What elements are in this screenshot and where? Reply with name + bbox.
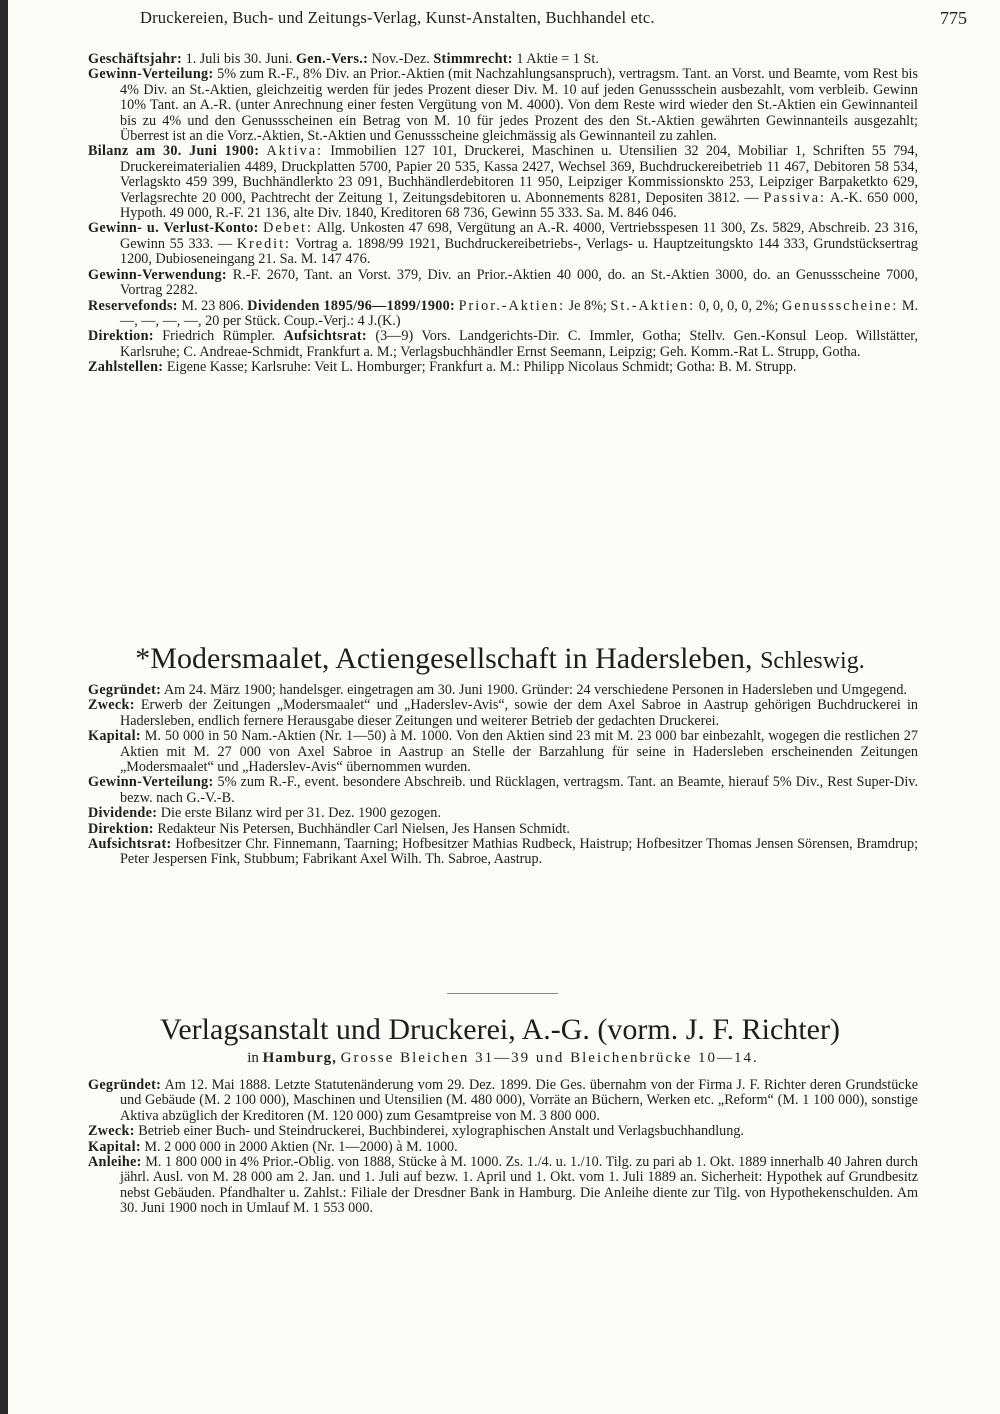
- company-address: in Hamburg, Grosse Bleichen 31—39 und Bleichenbrücke 10—14.: [247, 1050, 759, 1066]
- paragraph-aufsichtsrat: Aufsichtsrat: Hofbesitzer Chr. Finnemann, Taarning; Hofbesitzer Mathias Rudbeck, Haistrup; Hofbesitzer Thomas Jensen Sörensen, Bramdrup; Peter Jespersen Fink, Stubbum; Fabrikant Axel Wilh. Th. Sabroe, Aastrup.: [88, 836, 919, 868]
- paragraph-direktion-aufsichtsrat: Direktion: Friedrich Rümpler. Aufsichtsrat: (3—9) Vors. Landgerichts-Dir. C. Immler, Gotha; Stellv. Gen.-Konsul Leop. Willstätter, Karlsruhe; C. Andreae-Schmidt, Frankfurt a. M.; Verlagsbuchhändler Ernst Seemann, Leipzig; Geh. Komm.-Rat L. Strupp, Gotha.: [88, 328, 919, 360]
- paragraph-gewinn-verteilung: Gewinn-Verteilung: 5% zum R.-F., 8% Div. an Prior.-Aktien (mit Nachzahlungsanspruch), vertragsm. Tant. an Vorst. und Beamte, vom Rest bis 4% Div. an St.-Aktien, gleichzeitig werden für jedes Prozent dieser Div. M. 10 auf jeden Genussschein ausbezahlt, vom verbleib. Gewinn 10% Tant. an A.-R. (unter Anrechnung einer festen Vergütung von M. 4000). Von dem Reste wird wieder den St.-Aktien ein Gewinnanteil bis zu 4% und den Genussscheinen ein Betrag von M. 10 für jedes Prozent des den St.-Aktien gewährten Gewinnanteils ausgezahlt; Überrest ist an die Vorz.-Aktien, St.-Aktien und Genussscheine gleichmässig als Gewinnanteil zu zahlen.: [88, 66, 919, 145]
- section-modersmaalet: [88, 683, 918, 868]
- paragraph-kapital: Kapital: M. 2 000 000 in 2000 Aktien (Nr. 1—2000) à M. 1000.: [88, 1138, 458, 1155]
- section-verlagsanstalt: [88, 1078, 918, 1217]
- paragraph-geschaeftsjahr: Geschäftsjahr: 1. Juli bis 30. Juni. Gen.-Vers.: Nov.-Dez. Stimmrecht: 1 Aktie = 1 St.: [88, 51, 599, 67]
- paragraph-zahlstellen: Zahlstellen: Eigene Kasse; Karlsruhe: Veit L. Homburger; Frankfurt a. M.: Philipp Nicolaus Schmidt; Gotha: B. M. Strupp.: [88, 359, 797, 376]
- paragraph-gegruendet: Gegründet: Am 12. Mai 1888. Letzte Statutenänderung vom 29. Dez. 1899. Die Ges. übernahm von der Firma J. F. Richter deren Grundstücke und Gebäude (M. 2 100 000), Maschinen und Utensilien (M. 480 000), Vorräte an Büchern, Werken etc. „Reform“ (M. 1 100 000), sonstige Aktiva abzüglich der Kreditoren (M. 120 000) zum Gesamtpreise von M. 3 800 000.: [88, 1077, 918, 1124]
- section-continued-entry: [88, 52, 918, 376]
- paragraph-kapital: Kapital: M. 50 000 in 50 Nam.-Aktien (Nr. 1—50) à M. 1000. Von den Aktien sind 23 mit M. 23 000 bar einbezahlt, wogegen die restlichen 27 Aktien mit M. 27 000 von Axel Sabroe in Aastrup an Stelle der Barzahlung für seine in Hadersleben erscheinenden Zeitungen „Modersmaalet“ und „Haderslev-Avis“ übernommen wurden.: [88, 728, 918, 776]
- running-head: Druckereien, Buch- und Zeitungs-Verlag, Kunst-Anstalten, Buchhandel etc.: [140, 8, 655, 27]
- section-divider: [447, 993, 558, 994]
- page-binding-edge: [0, 0, 8, 1414]
- paragraph-gewinn-verteilung: Gewinn-Verteilung: 5% zum R.-F., event. besondere Abschreib. und Rücklagen, vertragsm. Tant. an Beamte, hierauf 5% Div., Rest Super-Div. bezw. nach G.-V.-B.: [88, 774, 919, 806]
- paragraph-gewinn-verwendung: Gewinn-Verwendung: R.-F. 2670, Tant. an Vorst. 379, Div. an Prior.-Aktien 40 000, do. an St.-Aktien 3000, do. an Genussscheine 7000, Vortrag 2282.: [88, 266, 918, 299]
- company-title-modersmaalet: *Modersmaalet, Actiengesellschaft in Hadersleben, Schleswig.: [135, 642, 865, 675]
- paragraph-gegruendet: Gegründet: Am 24. März 1900; handelsger. eingetragen am 30. Juni 1900. Gründer: 24 verschiedene Personen in Hadersleben und Umgegend.: [88, 682, 907, 698]
- paragraph-direktion: Direktion: Redakteur Nis Petersen, Buchhändler Carl Nielsen, Jes Hansen Schmidt.: [88, 820, 570, 837]
- paragraph-dividende: Dividende: Die erste Bilanz wird per 31. Dez. 1900 gezogen.: [88, 805, 441, 822]
- company-title-verlagsanstalt: Verlagsanstalt und Druckerei, A.-G. (vorm. J. F. Richter): [160, 1013, 840, 1046]
- paragraph-bilanz: Bilanz am 30. Juni 1900: Aktiva: Immobilien 127 101, Druckerei, Maschinen u. Utensilien 32 204, Mobiliar 1, Schriften 55 794, Druckereimaterialien 4489, Druckplatten 5700, Papier 20 535, Kassa 2427, Wechsel 369, Buchdruckereibetrieb 11 467, Debitoren 58 534, Verlagskto 459 399, Buchhändlerkto 23 091, Buchhändlerdebitoren 11 950, Leipziger Kommissionskto 253, Leipziger Barpaketkto 629, Verlagsrechte 20 000, Pachtrecht der Zeitung 1, Zeitungsdebitoren u. Abonnements 8281, Depositen 3812. — Passiva: A.-K. 650 000, Hypoth. 49 000, R.-F. 21 136, alte Div. 1840, Kreditoren 68 736, Gewinn 55 333. Sa. M. 846 046.: [88, 143, 919, 222]
- page-number: 775: [940, 8, 967, 28]
- paragraph-zweck: Zweck: Betrieb einer Buch- und Steindruckerei, Buchbinderei, xylographischen Anstalt und Verlagsbuchhandlung.: [88, 1123, 744, 1140]
- paragraph-zweck: Zweck: Erwerb der Zeitungen „Modersmaalet“ und „Haderslev-Avis“, sowie der dem Axel Sabroe in Aastrup gehörigen Buchdruckerei in Hadersleben, endlich fernere Herausgabe dieser Zeitungen und weiterer Betrieb der gedachten Druckerei.: [88, 697, 918, 729]
- paragraph-gewinn-verlust-konto: Gewinn- u. Verlust-Konto: Debet: Allg. Unkosten 47 698, Vergütung an A.-R. 4000, Vertriebsspesen 11 300, Zs. 5829, Abschreib. 23 316, Gewinn 55 333. — Kredit: Vortrag a. 1898/99 1921, Buchdruckereibetriebs-, Verlags- u. Hauptzeitungskto 144 333, Grundstücksertrag 1200, Dubioseneingang 21. Sa. M. 147 476.: [88, 220, 919, 268]
- paragraph-anleihe: Anleihe: M. 1 800 000 in 4% Prior.-Oblig. von 1888, Stücke à M. 1000. Zs. 1./4. u. 1./10. Tilg. zu pari ab 1. Okt. 1889 innerhalb 40 Jahren durch jährl. Ausl. von M. 28 000 am 2. Jan. und 1. Juli auf bezw. 1. April und 1. Okt. vom 1. Juli 1889 an. Sicherheit: Hypothek auf Grundbesitz nebst Gebäuden. Pfandhalter u. Zahlst.: Filiale der Dresdner Bank in Hamburg. Die Anleihe diente zur Tilg. von Hypothekenschulden. Am 30. Juni 1900 noch in Umlauf M. 1 553 000.: [88, 1154, 918, 1217]
- paragraph-reservefonds-dividenden: Reservefonds: M. 23 806. Dividenden 1895/96—1899/1900: Prior.-Aktien: Je 8%; St.-Aktien: 0, 0, 0, 0, 2%; Genussscheine: M. —, —, —, —, 20 per Stück. Coup.-Verj.: 4 J.(K.): [88, 297, 919, 329]
